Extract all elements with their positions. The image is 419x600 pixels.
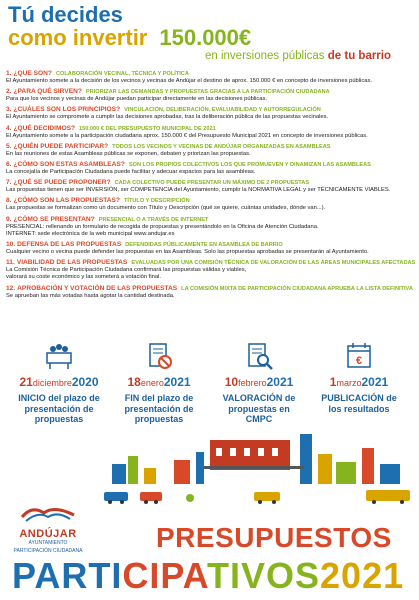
faq-subtitle: TODOS LOS VECINOS Y VECINAS DE ANDÚJAR ORGANIZADAS EN ASAMBLEAS bbox=[112, 143, 331, 150]
faq-question: ¿QUE SON? bbox=[13, 70, 52, 77]
faq-question-row bbox=[6, 88, 414, 96]
timeline-label: FIN del plazo de presentación de propuestas bbox=[124, 393, 194, 424]
timeline-date bbox=[14, 375, 104, 390]
faq-number: 2. bbox=[6, 88, 12, 96]
headline-line3 bbox=[205, 50, 412, 63]
faq-item bbox=[6, 125, 414, 140]
timeline-year: 2021 bbox=[266, 375, 294, 389]
headline-line1: Tú decides bbox=[8, 2, 123, 27]
faq-question: DEFENSA DE LAS PROPUESTAS bbox=[17, 241, 122, 249]
magnifier-document-icon bbox=[244, 341, 274, 371]
timeline-step bbox=[314, 341, 404, 425]
timeline-label: VALORACIÓN de propuestas en CMPC bbox=[222, 393, 296, 424]
timeline-step bbox=[214, 341, 304, 425]
footer-title-part-a: PARTI bbox=[12, 555, 123, 596]
faq-subtitle: CADA COLECTIVO PUEDE PRESENTAR UN MÁXIMO DE 2 PROPUESTAS bbox=[114, 180, 310, 187]
faq-question: ¿QUÉ SE PUEDE PROPONER? bbox=[13, 179, 111, 187]
faq-number: 8. bbox=[6, 197, 12, 205]
faq-answer: Cualquier vecino o vecina puede defender las propuestas en las Asambleas. Solo las propuestas aprobadas se presentarán al Ayuntamiento. bbox=[6, 249, 369, 256]
faq-item bbox=[6, 161, 414, 176]
faq-question-row bbox=[6, 125, 414, 133]
timeline-label: PUBLICACIÓN de los resultados bbox=[321, 393, 397, 414]
headline-line3b: de tu barrio bbox=[327, 50, 392, 62]
timeline bbox=[14, 341, 404, 425]
faq-item bbox=[6, 179, 414, 194]
footer-title-part-d: 2021 bbox=[320, 555, 405, 596]
no-entry-document-icon bbox=[144, 341, 174, 371]
faq-number: 1. bbox=[6, 70, 12, 77]
timeline-step bbox=[114, 341, 204, 425]
faq-subtitle: SON LOS PROPIOS COLECTIVOS LOS QUE PROMUEVEN Y DINAMIZAN LAS ASAMBLEAS bbox=[128, 162, 371, 169]
timeline-date bbox=[214, 375, 304, 390]
faq-item bbox=[6, 216, 414, 238]
faq-question: VIABILIDAD DE LAS PROPUESTAS bbox=[16, 259, 128, 267]
footer-title-line1: PRESUPUESTOS bbox=[156, 522, 392, 553]
vehicles bbox=[104, 490, 410, 504]
faq-question: ¿QUÉ DECIDIMOS? bbox=[13, 124, 76, 132]
timeline-label: INICIO del plazo de presentación de propuestas bbox=[18, 393, 100, 424]
faq-question-row bbox=[6, 241, 414, 249]
timeline-day: 10 bbox=[224, 375, 239, 389]
footer-title-part-b: CIPA bbox=[122, 555, 207, 596]
poster-header bbox=[8, 4, 412, 63]
city-illustration bbox=[104, 434, 416, 506]
timeline-month: enero bbox=[140, 378, 164, 388]
faq-question-row bbox=[6, 143, 414, 151]
faq-question-row bbox=[6, 285, 414, 293]
timeline-month: febrero bbox=[238, 378, 267, 388]
buildings bbox=[112, 434, 400, 484]
faq-answer: El Ayuntamiento somete a la participación ciudadana aprox. 150.000 € del Presupuesto Municipal 2021 en concepto de inversiones públicas. bbox=[6, 132, 368, 139]
faq-item bbox=[6, 106, 414, 121]
faq-answer: PRESENCIAL: rellenando un formulario de recogida de propuestas y presentándolo en la Oficina de Atención Ciudadana. bbox=[6, 223, 319, 230]
footer-title-line2 bbox=[12, 557, 404, 595]
logo-sub: AYUNTAMIENTO bbox=[28, 540, 68, 546]
faq-question-row bbox=[6, 70, 414, 78]
faq-number: 7. bbox=[6, 179, 12, 187]
faq-list bbox=[6, 70, 414, 303]
logo-mark-icon bbox=[18, 503, 78, 523]
faq-question: ¿PARA QUÉ SIRVEN? bbox=[13, 88, 82, 96]
headline-line2: como invertir bbox=[8, 25, 148, 50]
faq-number: 3. bbox=[6, 106, 12, 114]
faq-answer: El Ayuntamiento se compromete a cumplir las decisiones aprobadas, tras la deliberación pública de las propuestas vecinales. bbox=[6, 114, 329, 121]
faq-question-row bbox=[6, 197, 414, 205]
faq-subtitle: LA COMISIÓN MIXTA DE PARTICIPACIÓN CIUDADANA APRUEBA LA LISTA DEFINITIVA bbox=[181, 285, 413, 292]
faq-question: ¿QUIÉN PUEDE PARTICIPAR? bbox=[13, 142, 109, 150]
faq-question: ¿CÓMO SON ESTAS ASAMBLEAS? bbox=[13, 161, 125, 169]
faq-question-row bbox=[6, 259, 414, 267]
logo-name: ANDÚJAR bbox=[19, 528, 77, 540]
faq-item bbox=[6, 88, 414, 103]
faq-subtitle: COLABORACIÓN VECINAL, TÉCNICA Y POLÍTICA bbox=[55, 71, 189, 77]
calendar-euro-icon bbox=[344, 341, 374, 371]
timeline-month: marzo bbox=[336, 378, 362, 388]
faq-subtitle: 150.000 € DEL PRESUPUESTO MUNICIPAL DE 2021 bbox=[79, 125, 216, 132]
faq-question: ¿CUÁLES SON LOS PRINCIPIOS? bbox=[13, 106, 121, 114]
andujar-logo bbox=[8, 503, 88, 554]
faq-item bbox=[6, 143, 414, 158]
timeline-date bbox=[114, 375, 204, 390]
faq-answer: La concejalía de Participación Ciudadana puede facilitar y adecuar espacios para las asambleas. bbox=[6, 169, 256, 176]
faq-question: ¿CÓMO SON LAS PROPUESTAS? bbox=[13, 197, 120, 205]
faq-answer: Las propuestas se formalizan como un documento con Título y Descripción (qué se quiere, cuántas unidades, dónde van...). bbox=[6, 205, 326, 212]
timeline-day: 1 bbox=[329, 375, 337, 389]
faq-subtitle: DEFENDIDAS PÚBLICAMENTE EN ASAMBLEA DE BARRIO bbox=[125, 242, 283, 249]
faq-subtitle: PRESENCIAL O A TRAVÉS DE INTERNET bbox=[98, 216, 209, 223]
faq-answer: Las propuestas tienen que ser INVERSIÓN, ser COMPETENCIA del Ayuntamiento, cumplir la NORMATIVA LEGAL y ser TÉCNICAMENTE VIABLES. bbox=[6, 187, 391, 194]
timeline-day: 21 bbox=[19, 375, 33, 389]
footer-title-part-c: TIVOS bbox=[207, 555, 321, 596]
meeting-icon bbox=[44, 341, 74, 371]
timeline-step bbox=[14, 341, 104, 425]
timeline-month: diciembre bbox=[32, 378, 72, 388]
faq-answer: La Comisión Técnica de Participación Ciudadana confirmará las propuestas válidas y viables, bbox=[6, 267, 247, 274]
faq-answer: El Ayuntamiento somete a la decisión de los vecinos y vecinas de Andújar el destino de aprox. 150.000 € en concepto de inversiones públicas. bbox=[6, 78, 372, 84]
faq-number: 11. bbox=[6, 259, 15, 267]
faq-answer: Se aprueban las más votadas hasta agotar la cantidad destinada. bbox=[6, 292, 175, 299]
faq-number: 5. bbox=[6, 142, 12, 150]
timeline-year: 2021 bbox=[361, 375, 389, 389]
faq-item bbox=[6, 285, 414, 300]
faq-question-row bbox=[6, 216, 414, 224]
faq-item bbox=[6, 197, 414, 212]
faq-number: 9. bbox=[6, 215, 12, 223]
faq-subtitle: PRIORIZAR LAS DEMANDAS Y PROPUESTAS GRACIAS A LA PARTICIPACIÓN CIUDADANA bbox=[85, 89, 330, 96]
headline-amount: 150.000€ bbox=[159, 25, 252, 50]
faq-question: APROBACIÓN Y VOTACIÓN DE LAS PROPUESTAS bbox=[17, 284, 178, 292]
faq-answer: Para que los vecinos y vecinas de Andújar puedan participar directamente en las decisiones públicas. bbox=[6, 96, 268, 103]
timeline-date bbox=[314, 375, 404, 390]
faq-number: 12. bbox=[6, 284, 16, 292]
headline-line3a: en inversiones públicas bbox=[205, 50, 325, 62]
faq-number: 10. bbox=[6, 241, 16, 249]
faq-subtitle: VINCULACIÓN, DELIBERACIÓN, EVALUABILIDAD Y AUTORREGULACIÓN bbox=[124, 107, 321, 114]
faq-question-row bbox=[6, 106, 414, 114]
faq-question: ¿CÓMO SE PRESENTAN? bbox=[13, 215, 95, 223]
timeline-day: 18 bbox=[127, 375, 141, 389]
faq-answer: valorará su coste económico y las someterá a votación final. bbox=[6, 274, 161, 281]
headline-line2-row bbox=[8, 26, 412, 50]
faq-item bbox=[6, 259, 414, 281]
svg-text:€: € bbox=[355, 355, 363, 367]
faq-number: 6. bbox=[6, 161, 12, 169]
faq-item bbox=[6, 70, 414, 85]
faq-item bbox=[6, 241, 414, 256]
faq-question-row bbox=[6, 161, 414, 169]
faq-answer: INTERNET: sede electrónica de la web municipal www.andujar.es bbox=[6, 230, 175, 237]
faq-answer: En las reuniones de estas Asambleas públicas se exponen, debaten y priorizan las propuestas. bbox=[6, 150, 251, 157]
faq-subtitle: EVALUADAS POR UNA COMISIÓN TÉCNICA DE VALORACIÓN DE LAS ÁREAS MUNICIPALES AFECTADAS bbox=[131, 260, 416, 267]
timeline-year: 2021 bbox=[163, 375, 191, 389]
timeline-year: 2020 bbox=[71, 375, 99, 389]
logo-sub2: PARTICIPACIÓN CIUDADANA bbox=[13, 548, 83, 554]
faq-subtitle: TÍTULO Y DESCRIPCIÓN bbox=[123, 198, 190, 205]
faq-number: 4. bbox=[6, 124, 12, 132]
